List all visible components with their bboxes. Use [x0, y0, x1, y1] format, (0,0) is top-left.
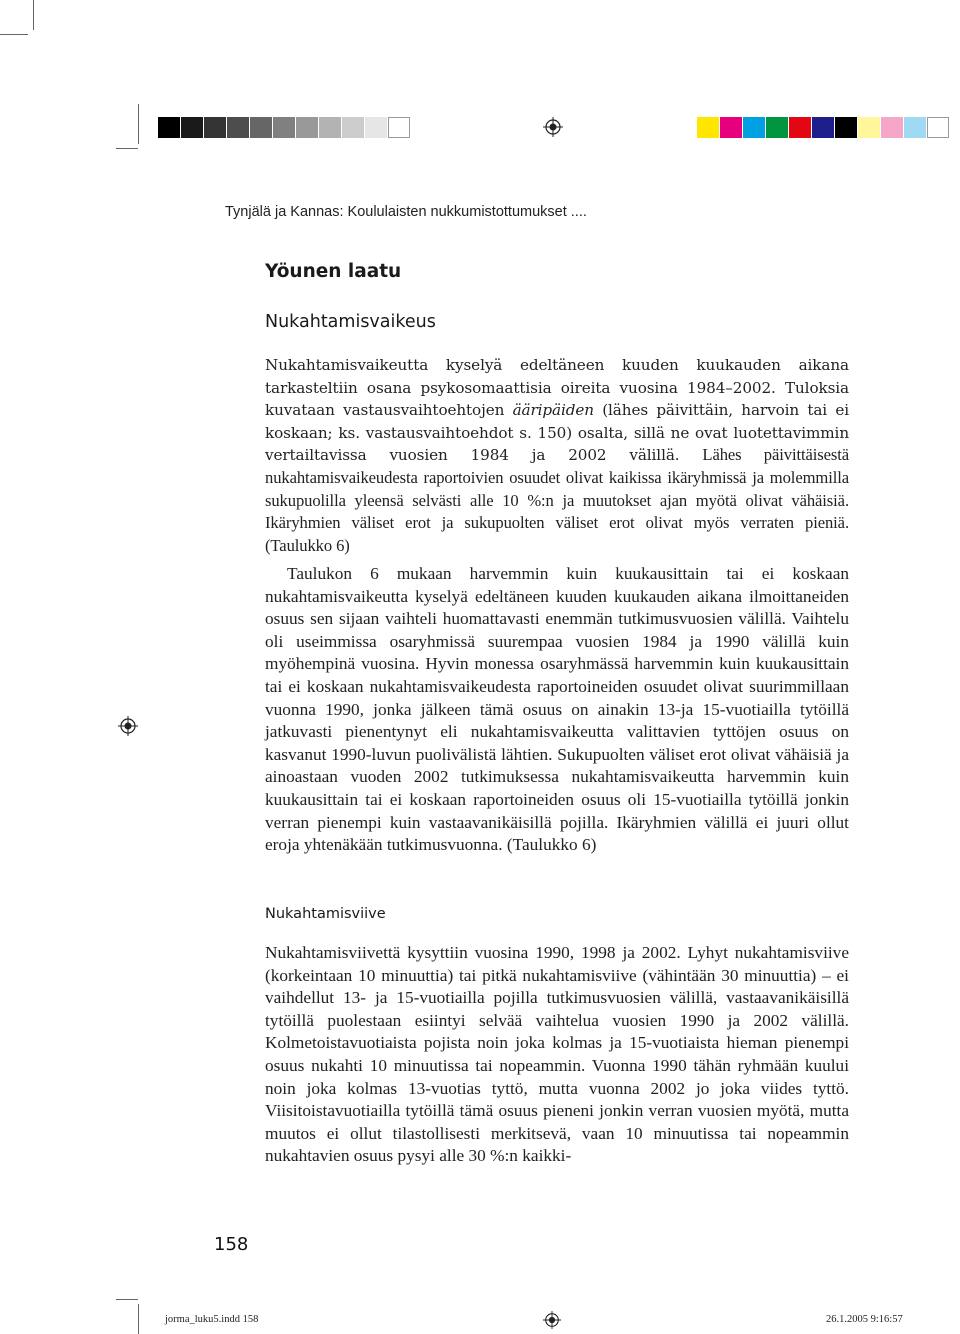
crop-mark-bars-left-horizontal	[116, 148, 138, 149]
process-color-swatch	[766, 117, 788, 138]
grayscale-swatch	[388, 117, 410, 138]
crop-mark-bars-left-vertical	[138, 104, 139, 144]
process-color-bar	[697, 117, 950, 138]
page-number: 158	[214, 1234, 249, 1255]
subsection-title-nukahtamisviive: Nukahtamisviive	[265, 906, 386, 922]
process-color-swatch	[927, 117, 949, 138]
grayscale-swatch	[250, 117, 272, 138]
paragraph-1-text-b: (lähes päivittäin, harvoin tai ei koskaan; ks. vastausvaihtoehdot s. 150) osalta, sillä ne ovat luotettavimmin vertailtavissa vuosien 1984 ja 2002 välillä.	[265, 401, 849, 465]
registration-mark-icon	[543, 117, 563, 137]
grayscale-swatch	[204, 117, 226, 138]
process-color-swatch	[789, 117, 811, 138]
grayscale-swatch	[181, 117, 203, 138]
paragraph-1-text-a: Nukahtamisvaikeutta kyselyä edeltäneen kuuden kuukauden aikana tarkasteltiin osana psykosomaattisia oireita vuosina 1984–2002. Tuloksia kuvataan vastausvaihtoehtojen	[265, 356, 849, 420]
grayscale-swatch	[273, 117, 295, 138]
paragraph-1-text-c: Lähes päivittäisestä nukahtamisvaikeudesta raportoivien osuudet olivat kaikissa ikäryhmissä ja molemmilla sukupuolilla yleensä selvästi alle 10 %:n ja muutokset ajan myötä olivat vähäisiä. Ikäryhmien väliset erot ja sukupuolten väliset erot olivat myös verraten pieniä. (Taulukko 6)	[265, 445, 850, 555]
process-color-swatch	[812, 117, 834, 138]
paragraph-2-text: Taulukon 6 mukaan harvemmin kuin kuukausittain tai ei koskaan nukahtamisvaikeutta kyselyä edeltäneen kuuden kuukauden aikana ilmoittaneiden osuus sen sijaan vaihteli huomattavasti enemmän tutkimusvuosien välillä. Vaihtelu oli useimmissa osaryhmissä suurempaa vuosien 1984 ja 1990 välillä kuin myöhempinä vuosina. Hyvin monessa osaryhmässä harvemmin kuin kuukausittain tai ei koskaan nukahtamisvaikeudesta raportoineiden osuudet olivat suurimmillaan vuonna 1990, jonka jälkeen tämä osuus on ainakin 13-ja 15-vuotiailla tytöillä jatkuvasti pienentynyt eli nukahtamisvaikeutta valittavien tyttöjen osuus on kasvanut 1990-luvun puolivälistä lähtien. Sukupuolten väliset erot olivat vähäisiä ja ainoastaan vuoden 2002 tutkimuksessa nukahtamisvaikeutta harvemmin kuin kuukausittain tai ei koskaan raportoineiden osuus oli 15-vuotiailla tytöillä jonkin verran pienempi kuin vastaavanikäisillä pojilla. Ikäryhmien välillä ei juuri ollut eroja yhtenäkään tutkimusvuonna. (Taulukko 6)	[265, 564, 849, 855]
slug-file-info: jorma_luku5.indd 158	[165, 1314, 259, 1325]
process-color-swatch	[858, 117, 880, 138]
grayscale-swatch	[319, 117, 341, 138]
section-title: Yöunen laatu	[265, 261, 402, 282]
process-color-swatch	[881, 117, 903, 138]
process-color-swatch	[904, 117, 926, 138]
process-color-swatch	[697, 117, 719, 138]
crop-mark-top-left-vertical	[33, 0, 34, 30]
paragraph-3	[265, 942, 849, 1168]
process-color-swatch	[835, 117, 857, 138]
process-color-swatch	[720, 117, 742, 138]
paragraph-1	[265, 354, 849, 557]
registration-mark-icon	[543, 1311, 561, 1329]
grayscale-swatch	[365, 117, 387, 138]
crop-mark-top-left-horizontal	[0, 34, 28, 35]
crop-mark-bottom-left-horizontal	[116, 1299, 138, 1300]
slug-date-info: 26.1.2005 9:16:57	[826, 1314, 903, 1325]
paragraph-1-emphasis: ääripäiden	[512, 401, 594, 420]
paragraph-2	[265, 563, 849, 857]
grayscale-color-bar	[158, 117, 411, 138]
subsection-title-nukahtamisvaikeus: Nukahtamisvaikeus	[265, 312, 436, 332]
grayscale-swatch	[227, 117, 249, 138]
grayscale-swatch	[296, 117, 318, 138]
grayscale-swatch	[342, 117, 364, 138]
running-head: Tynjälä ja Kannas: Koululaisten nukkumistottumukset ....	[225, 204, 587, 220]
registration-mark-icon	[118, 716, 138, 736]
paragraph-3-text: Nukahtamisviivettä kysyttiin vuosina 1990, 1998 ja 2002. Lyhyt nukahtamisviive (korkeintaan 10 minuuttia) tai pitkä nukahtamisviive (vähintään 30 minuuttia) – ei vaihdellut 13- ja 15-vuotiailla pojilla tutkimusvuosien välillä, vastaavanikäisillä tytöillä puolestaan esiintyi selvää vaihtelua vuosien 1990 ja 2002 välillä. Kolmetoistavuotiaista pojista noin joka kolmas ja 15-vuotiaista hieman pienempi osuus nukahti 10 minuutissa tai nopeammin. Vuonna 1990 tähän ryhmään kuului noin joka kolmas 13-vuotias tyttö, mutta vuonna 2002 jo joka viides tyttö. Viisitoistavuotiailla tytöillä tämä osuus pieneni jonkin verran vuosien myötä, mutta muutos ei ollut tilastollisesti merkitsevä, vaan 10 minuutissa tai nopeammin nukahtavien osuus pysyi alle 30 %:n kaikki-	[265, 943, 849, 1166]
crop-mark-bottom-left-vertical	[138, 1304, 139, 1334]
grayscale-swatch	[158, 117, 180, 138]
process-color-swatch	[743, 117, 765, 138]
